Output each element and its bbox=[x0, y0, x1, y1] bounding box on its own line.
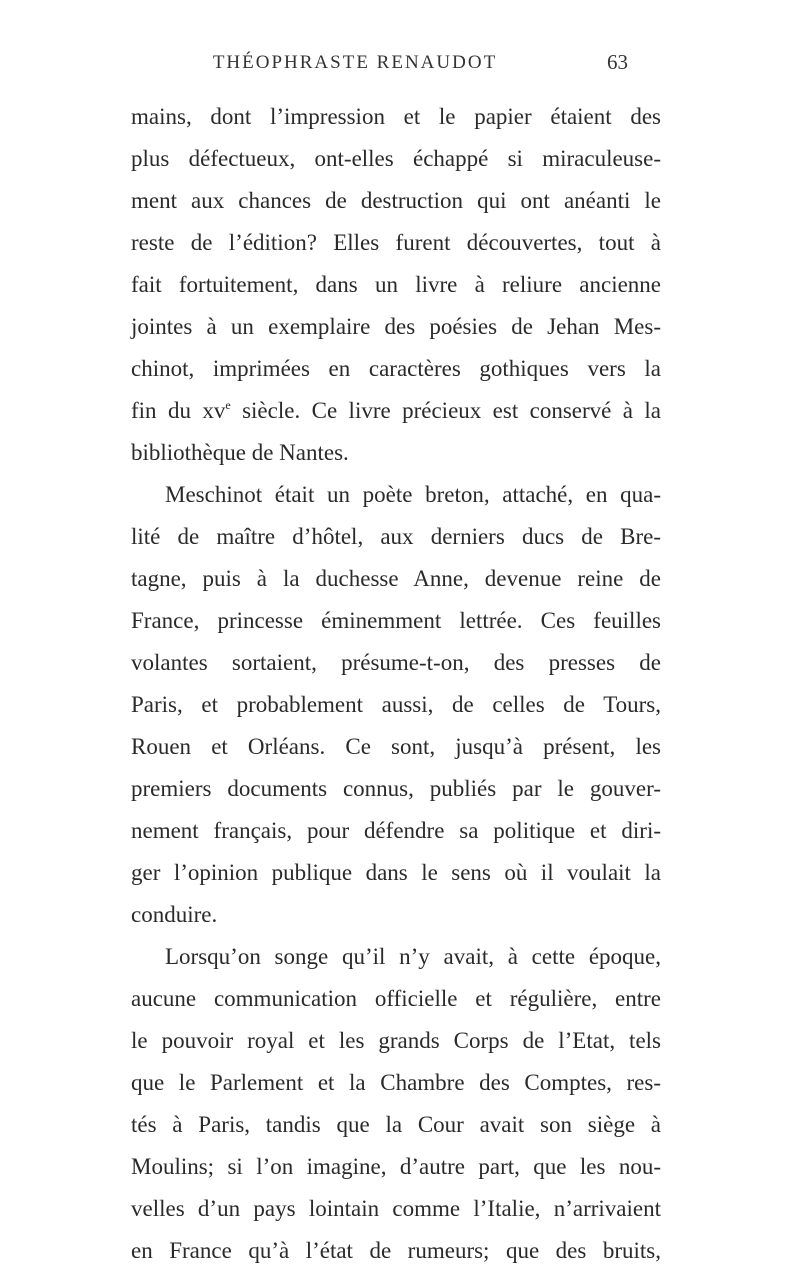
superscript-e: e bbox=[225, 398, 231, 412]
text-line: que le Parlement et la Chambre des Comptes, res- bbox=[131, 1070, 661, 1095]
text-line: Moulins; si l’on imagine, d’autre part, que les nou- bbox=[131, 1154, 661, 1179]
text-line: le pouvoir royal et les grands Corps de l’Etat, tels bbox=[131, 1028, 661, 1053]
running-head: THÉOPHRASTE RENAUDOT bbox=[212, 52, 498, 73]
text-line: velles d’un pays lointain comme l’Italie, n’arrivaient bbox=[131, 1196, 661, 1221]
century-abbrev: fin du xv bbox=[131, 398, 226, 423]
text-line: volantes sortaient, présume-t-on, des presses de bbox=[131, 650, 661, 675]
text-line: tagne, puis à la duchesse Anne, devenue reine de bbox=[131, 566, 661, 591]
text-line: Lorsqu’on songe qu’il n’y avait, à cette époque, bbox=[165, 944, 661, 969]
page-number: 63 bbox=[607, 50, 628, 74]
text-line: reste de l’édition? Elles furent découvertes, tout à bbox=[131, 230, 661, 255]
text-line: aucune communication officielle et régulière, entre bbox=[131, 986, 661, 1011]
text-line: tés à Paris, tandis que la Cour avait son siège à bbox=[131, 1112, 661, 1137]
text-line: en France qu’à l’état de rumeurs; que des bruits, bbox=[131, 1238, 661, 1263]
text-line: plus défectueux, ont-elles échappé si miraculeuse- bbox=[131, 146, 661, 171]
text-line: Rouen et Orléans. Ce sont, jusqu’à présent, les bbox=[131, 734, 661, 759]
text-line bbox=[131, 390, 661, 432]
text-line: Paris, et probablement aussi, de celles de Tours, bbox=[131, 692, 661, 717]
text-line: lité de maître d’hôtel, aux derniers ducs de Bre- bbox=[131, 524, 661, 549]
text-line: France, princesse éminemment lettrée. Ces feuilles bbox=[131, 608, 661, 633]
body-text bbox=[131, 96, 661, 1272]
text-line: fait fortuitement, dans un livre à reliure ancienne bbox=[131, 272, 661, 297]
text-line: nement français, pour défendre sa politique et diri- bbox=[131, 818, 661, 843]
text-line: jointes à un exemplaire des poésies de Jehan Mes- bbox=[131, 314, 661, 339]
text-line: premiers documents connus, publiés par le gouver- bbox=[131, 776, 661, 801]
text-line: ger l’opinion publique dans le sens où il voulait la bbox=[131, 860, 661, 885]
text-line: chinot, imprimées en caractères gothiques vers la bbox=[131, 356, 661, 381]
text-line: mains, dont l’impression et le papier étaient des bbox=[131, 104, 661, 129]
text-line: Meschinot était un poète breton, attaché, en qua- bbox=[165, 482, 661, 507]
text-line-rest: siècle. Ce livre précieux est conservé à la bbox=[242, 398, 661, 423]
text-line: bibliothèque de Nantes. bbox=[131, 440, 349, 465]
text-line: conduire. bbox=[131, 902, 218, 927]
text-line: ment aux chances de destruction qui ont anéanti le bbox=[131, 188, 661, 213]
